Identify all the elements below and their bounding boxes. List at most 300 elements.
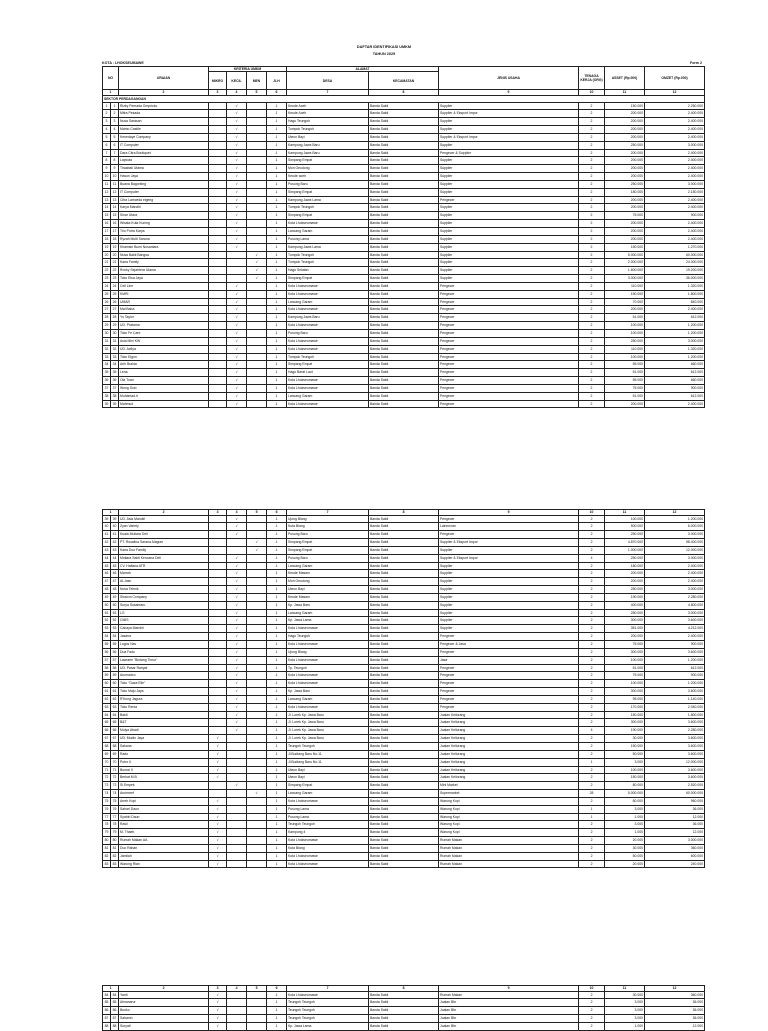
aset-cell: 30.000	[605, 735, 645, 743]
row-subno: 50	[111, 601, 119, 609]
mikro-cell	[209, 220, 227, 228]
table-row	[103, 821, 705, 829]
jlh-cell: 1	[267, 329, 287, 337]
kecamatan-cell: Banda Sakti	[369, 554, 439, 562]
kecil-cell	[227, 999, 247, 1007]
omzet-cell: 1.320.000	[645, 345, 705, 353]
men-cell	[247, 298, 267, 306]
desa-cell: Tumpok Teungoh	[287, 251, 369, 259]
jenis-usaha-cell: Jualan Keliorang	[439, 750, 579, 758]
omzet-cell: 12.000.000	[645, 758, 705, 766]
jenis-usaha-cell: Pengecer	[439, 672, 579, 680]
row-no: 88	[103, 1022, 111, 1030]
desa-cell: Simpang Empat	[287, 782, 369, 790]
uraian-cell: Arumreef	[119, 790, 209, 798]
kecamatan-cell: Banda Sakti	[369, 251, 439, 259]
tenaga-kerja-cell: 2	[579, 290, 605, 298]
row-no: 19	[103, 243, 111, 251]
aset-cell: 180.000	[605, 188, 645, 196]
mikro-cell	[209, 392, 227, 400]
aset-cell: 200.000	[605, 235, 645, 243]
omzet-cell: 3.000.000	[645, 609, 705, 617]
column-number: 6	[267, 986, 287, 992]
uraian-cell: UD. Pratama	[119, 322, 209, 330]
desa-cell: Kota Lhokseumawe	[287, 282, 369, 290]
men-cell	[247, 695, 267, 703]
kecil-cell	[227, 267, 247, 275]
row-subno: 7	[111, 149, 119, 157]
omzet-cell: 900.000	[645, 672, 705, 680]
jlh-cell: 1	[267, 290, 287, 298]
row-subno: 68	[111, 742, 119, 750]
row-no: 66	[103, 727, 111, 735]
aset-cell: 300.000	[605, 648, 645, 656]
aset-cell: 100.000	[605, 515, 645, 523]
kecamatan-cell: Banda Sakti	[369, 180, 439, 188]
jenis-usaha-cell: Pengecer	[439, 353, 579, 361]
kecil-cell	[227, 844, 247, 852]
omzet-cell: 2.400.000	[645, 578, 705, 586]
city-label: KOTA : LHOKSEUMAWE	[102, 61, 144, 65]
jenis-usaha-cell: Pengecer	[439, 196, 579, 204]
desa-cell: Kota Lhokseumawe	[287, 837, 369, 845]
row-no: 22	[103, 267, 111, 275]
row-no: 4	[103, 126, 111, 134]
row-subno: 39	[111, 515, 119, 523]
desa-cell: Tp. Teungoh	[287, 664, 369, 672]
omzet-cell: 3.000.000	[645, 141, 705, 149]
omzet-cell: 2.400.000	[645, 306, 705, 314]
table-row	[103, 1007, 705, 1015]
mikro-cell: √	[209, 837, 227, 845]
row-no: 68	[103, 742, 111, 750]
uraian-cell: Kuala Mutiara Dell	[119, 531, 209, 539]
kecamatan-cell: Banda Sakti	[369, 672, 439, 680]
mikro-cell	[209, 617, 227, 625]
row-no: 79	[103, 829, 111, 837]
table-row	[103, 290, 705, 298]
jlh-cell: 1	[267, 688, 287, 696]
mikro-cell	[209, 235, 227, 243]
tenaga-kerja-cell: 1	[579, 813, 605, 821]
kecil-cell	[227, 750, 247, 758]
omzet-cell: 3.600.000	[645, 766, 705, 774]
tenaga-kerja-cell: 2	[579, 1022, 605, 1030]
row-subno: 38	[111, 392, 119, 400]
men-cell	[247, 570, 267, 578]
row-subno: 78	[111, 821, 119, 829]
row-subno: 22	[111, 267, 119, 275]
mikro-cell	[209, 688, 227, 696]
mikro-cell: √	[209, 1015, 227, 1023]
men-cell	[247, 625, 267, 633]
table-row	[103, 813, 705, 821]
row-no: 84	[103, 991, 111, 999]
omzet-cell: 19.200.000	[645, 267, 705, 275]
jenis-usaha-cell: Supplier	[439, 102, 579, 110]
row-no: 24	[103, 282, 111, 290]
kecil-cell: √	[227, 220, 247, 228]
row-no: 87	[103, 1015, 111, 1023]
desa-cell: Uteun Bayi	[287, 586, 369, 594]
omzet-cell: 2.250.000	[645, 102, 705, 110]
men-cell	[247, 805, 267, 813]
sector-heading: SEKTOR PERDAGANGAN	[103, 95, 705, 102]
uraian-cell: Toko Renia	[119, 703, 209, 711]
tenaga-kerja-cell: 2	[579, 329, 605, 337]
mikro-cell	[209, 102, 227, 110]
table-row	[103, 531, 705, 539]
tenaga-kerja-cell: 2	[579, 601, 605, 609]
row-subno: 70	[111, 758, 119, 766]
table-row	[103, 844, 705, 852]
mikro-cell	[209, 228, 227, 236]
tenaga-kerja-cell: 2	[579, 322, 605, 330]
row-no: 44	[103, 554, 111, 562]
mikro-cell: √	[209, 813, 227, 821]
jlh-cell: 1	[267, 813, 287, 821]
row-subno: 85	[111, 999, 119, 1007]
row-no: 31	[103, 337, 111, 345]
tenaga-kerja-cell: 1	[579, 805, 605, 813]
kecil-cell	[227, 766, 247, 774]
tenaga-kerja-cell: 2	[579, 695, 605, 703]
jlh-cell: 1	[267, 392, 287, 400]
jlh-cell: 1	[267, 220, 287, 228]
uraian-cell: Ryzah Multi Sarana	[119, 235, 209, 243]
men-cell	[247, 562, 267, 570]
aset-cell: 1.600.000	[605, 267, 645, 275]
kecamatan-cell: Banda Sakti	[369, 1022, 439, 1030]
kecamatan-cell: Banda Sakti	[369, 999, 439, 1007]
desa-cell: Lancang Garam	[287, 695, 369, 703]
men-cell	[247, 228, 267, 236]
omzet-cell: 2.400.000	[645, 204, 705, 212]
aset-cell: 180.000	[605, 562, 645, 570]
omzet-cell: 1.200.000	[645, 322, 705, 330]
tenaga-kerja-cell: 2	[579, 337, 605, 345]
uraian-cell: Lena	[119, 369, 209, 377]
jlh-cell: 1	[267, 797, 287, 805]
jenis-usaha-cell: Pengecer	[439, 392, 579, 400]
row-no: 39	[103, 400, 111, 408]
tenaga-kerja-cell: 2	[579, 353, 605, 361]
kecil-cell: √	[227, 290, 247, 298]
row-subno: 81	[111, 844, 119, 852]
row-no: 70	[103, 758, 111, 766]
table-row	[103, 243, 705, 251]
jenis-usaha-cell: Supplier	[439, 578, 579, 586]
men-cell	[247, 782, 267, 790]
desa-cell: Kp. Jawa Lama	[287, 1022, 369, 1030]
kecamatan-cell: Banda Sakti	[369, 220, 439, 228]
uraian-cell: Sahanin	[119, 1015, 209, 1023]
kecamatan-cell: Banda Sakti	[369, 400, 439, 408]
aset-cell: 200.000	[605, 133, 645, 141]
men-cell	[247, 353, 267, 361]
aset-cell: 170.000	[605, 703, 645, 711]
jenis-usaha-cell: Supplier	[439, 251, 579, 259]
desa-cell: Keude Masam	[287, 570, 369, 578]
desa-cell: Pusong Lama	[287, 805, 369, 813]
desa-cell: Keude Aceh	[287, 102, 369, 110]
row-no: 14	[103, 204, 111, 212]
tenaga-kerja-cell: 2	[579, 361, 605, 369]
kecamatan-cell: Banda Sakti	[369, 609, 439, 617]
row-no: 81	[103, 844, 111, 852]
column-number: 7	[287, 90, 369, 96]
mikro-cell	[209, 126, 227, 134]
kecil-cell: √	[227, 570, 247, 578]
jlh-cell: 1	[267, 680, 287, 688]
jenis-usaha-cell: Jualan Bbr	[439, 1015, 579, 1023]
aset-cell: 3.000	[605, 1015, 645, 1023]
column-number: 7	[287, 986, 369, 992]
row-no: 86	[103, 1007, 111, 1015]
kecamatan-cell: Banda Sakti	[369, 703, 439, 711]
omzet-cell: 36.000	[645, 999, 705, 1007]
kecil-cell: √	[227, 523, 247, 531]
row-subno: 49	[111, 593, 119, 601]
uraian-cell: Marrah	[119, 570, 209, 578]
men-cell	[247, 758, 267, 766]
uraian-cell: Surya Sukamaru	[119, 601, 209, 609]
kecamatan-cell: Banda Sakti	[369, 235, 439, 243]
kecamatan-cell: Banda Sakti	[369, 570, 439, 578]
row-subno: 29	[111, 322, 119, 330]
men-cell	[247, 133, 267, 141]
omzet-cell: 1.200.000	[645, 680, 705, 688]
omzet-cell: 900.000	[645, 641, 705, 649]
row-subno: 27	[111, 306, 119, 314]
men-cell	[247, 719, 267, 727]
kecil-cell: √	[227, 377, 247, 385]
table-row	[103, 546, 705, 554]
men-cell	[247, 860, 267, 868]
mikro-cell	[209, 578, 227, 586]
men-cell	[247, 1015, 267, 1023]
kecil-cell: √	[227, 711, 247, 719]
kecamatan-cell: Banda Sakti	[369, 617, 439, 625]
table-row	[103, 180, 705, 188]
mikro-cell	[209, 141, 227, 149]
row-subno: 53	[111, 625, 119, 633]
aset-cell: 75.000	[605, 641, 645, 649]
omzet-cell: 3.000.000	[645, 837, 705, 845]
omzet-cell: 4.800.000	[645, 601, 705, 609]
aset-cell: 100.000	[605, 322, 645, 330]
tenaga-kerja-cell: 2	[579, 204, 605, 212]
jenis-usaha-cell: Supplier	[439, 546, 579, 554]
kecamatan-cell: Banda Sakti	[369, 369, 439, 377]
tenaga-kerja-cell: 2	[579, 782, 605, 790]
aset-cell: 4.870.000	[605, 539, 645, 547]
kecil-cell	[227, 797, 247, 805]
mikro-cell	[209, 118, 227, 126]
row-subno: 15	[111, 212, 119, 220]
desa-cell: Kp. Jawa Baru	[287, 688, 369, 696]
omzet-cell: 2.400.000	[645, 235, 705, 243]
aset-cell: 200.000	[605, 165, 645, 173]
desa-cell: Tumpok Teungoh	[287, 353, 369, 361]
row-no: 69	[103, 750, 111, 758]
row-subno: 14	[111, 204, 119, 212]
tenaga-kerja-cell: 2	[579, 829, 605, 837]
jlh-cell: 1	[267, 400, 287, 408]
column-number: 4	[227, 986, 247, 992]
row-subno: 16	[111, 220, 119, 228]
jlh-cell: 1	[267, 314, 287, 322]
jenis-usaha-cell: Pengecer	[439, 337, 579, 345]
row-no: 78	[103, 821, 111, 829]
table-3-body	[103, 991, 705, 1030]
jlh-cell: 1	[267, 633, 287, 641]
jenis-usaha-cell: Supplier	[439, 141, 579, 149]
row-subno: 84	[111, 991, 119, 999]
desa-cell: Lancang Garam	[287, 392, 369, 400]
table-row	[103, 1015, 705, 1023]
table-row	[103, 578, 705, 586]
row-no: 73	[103, 782, 111, 790]
jenis-usaha-cell: Warung Kopi	[439, 805, 579, 813]
column-number: 1	[103, 510, 119, 516]
uraian-cell: Arumadco	[119, 672, 209, 680]
mikro-cell	[209, 400, 227, 408]
jlh-cell: 1	[267, 758, 287, 766]
kecil-cell	[227, 742, 247, 750]
omzet-cell: 1.200.000	[645, 656, 705, 664]
jlh-cell: 1	[267, 369, 287, 377]
omzet-cell: 2.400.000	[645, 118, 705, 126]
kecamatan-cell: Banda Sakti	[369, 173, 439, 181]
row-subno: 55	[111, 641, 119, 649]
jenis-usaha-cell: Supplier	[439, 212, 579, 220]
kecil-cell: √	[227, 141, 247, 149]
header-omzet-label: OMZET	[661, 76, 674, 80]
mikro-cell: √	[209, 758, 227, 766]
mikro-cell	[209, 204, 227, 212]
kecamatan-cell: Banda Sakti	[369, 735, 439, 743]
aset-cell: 200.000	[605, 578, 645, 586]
desa-cell: Lancang Garam	[287, 790, 369, 798]
desa-cell: Simpang Empat	[287, 157, 369, 165]
uraian-cell: Sakana	[119, 742, 209, 750]
uraian-cell: Buana Bagonting	[119, 180, 209, 188]
table-row	[103, 688, 705, 696]
desa-cell: Uteun Bayi	[287, 133, 369, 141]
kecamatan-cell: Banda Sakti	[369, 758, 439, 766]
table-row	[103, 267, 705, 275]
kecamatan-cell: Banda Sakti	[369, 680, 439, 688]
desa-cell: Kp. Jawa Lama	[287, 617, 369, 625]
aset-cell: 80.000	[605, 797, 645, 805]
uraian-cell: Toko Elsa Jaya	[119, 275, 209, 283]
aset-cell: 3.000	[605, 821, 645, 829]
kecamatan-cell: Banda Sakti	[369, 329, 439, 337]
kecamatan-cell: Banda Sakti	[369, 345, 439, 353]
jenis-usaha-cell: Supplier	[439, 267, 579, 275]
omzet-cell: 600.000	[645, 852, 705, 860]
desa-cell: Hagu Teungoh	[287, 118, 369, 126]
kecamatan-cell: Banda Sakti	[369, 813, 439, 821]
tenaga-kerja-cell: 2	[579, 377, 605, 385]
men-cell	[247, 212, 267, 220]
jenis-usaha-cell: Pengecer	[439, 664, 579, 672]
kecil-cell: √	[227, 157, 247, 165]
tenaga-kerja-cell: 2	[579, 392, 605, 400]
uraian-cell: Toko Maju Jaya	[119, 688, 209, 696]
kecamatan-cell: Banda Sakti	[369, 742, 439, 750]
table-row	[103, 774, 705, 782]
jlh-cell: 1	[267, 102, 287, 110]
desa-cell: Kuta Blang	[287, 844, 369, 852]
kecamatan-cell: Banda Sakti	[369, 797, 439, 805]
kecamatan-cell: Banda Sakti	[369, 546, 439, 554]
mikro-cell	[209, 165, 227, 173]
aset-cell: 351.000	[605, 625, 645, 633]
row-subno: 18	[111, 235, 119, 243]
mikro-cell	[209, 243, 227, 251]
omzet-cell: 612.000	[645, 314, 705, 322]
jlh-cell: 1	[267, 235, 287, 243]
aset-cell: 70.000	[605, 298, 645, 306]
uraian-cell: Rado	[119, 750, 209, 758]
mikro-cell: √	[209, 750, 227, 758]
tenaga-kerja-cell: 2	[579, 539, 605, 547]
row-no: 39	[103, 515, 111, 523]
tenaga-kerja-cell: 2	[579, 259, 605, 267]
men-cell	[247, 821, 267, 829]
men-cell	[247, 688, 267, 696]
men-cell	[247, 703, 267, 711]
kecamatan-cell: Banda Sakti	[369, 306, 439, 314]
mikro-cell	[209, 790, 227, 798]
aset-cell: 100.000	[605, 680, 645, 688]
jlh-cell: 1	[267, 860, 287, 868]
jlh-cell: 1	[267, 1007, 287, 1015]
row-no: 33	[103, 353, 111, 361]
kecil-cell: √	[227, 648, 247, 656]
uraian-cell: Bakti	[119, 711, 209, 719]
kecamatan-cell: Banda Sakti	[369, 361, 439, 369]
kecamatan-cell: Banda Sakti	[369, 165, 439, 173]
aset-cell: 50.000	[605, 750, 645, 758]
jlh-cell: 1	[267, 656, 287, 664]
row-no: 45	[103, 562, 111, 570]
aset-cell: 190.000	[605, 593, 645, 601]
kecil-cell: √	[227, 641, 247, 649]
jlh-cell: 1	[267, 353, 287, 361]
jenis-usaha-cell: Pengecer	[439, 314, 579, 322]
kecil-cell: √	[227, 243, 247, 251]
row-subno: 48	[111, 586, 119, 594]
tenaga-kerja-cell: 2	[579, 1007, 605, 1015]
jenis-usaha-cell: Supplier	[439, 188, 579, 196]
table-row	[103, 329, 705, 337]
kecamatan-cell: Banda Sakti	[369, 1007, 439, 1015]
omzet-cell: 660.000	[645, 361, 705, 369]
kecamatan-cell: Banda Sakti	[369, 805, 439, 813]
table-row	[103, 797, 705, 805]
row-subno: 8	[111, 157, 119, 165]
kecamatan-cell: Banda Sakti	[369, 188, 439, 196]
jenis-usaha-cell: Supplier & Eksport Impor	[439, 539, 579, 547]
kecil-cell: √	[227, 110, 247, 118]
table-row	[103, 228, 705, 236]
men-cell	[247, 648, 267, 656]
row-no: 10	[103, 173, 111, 181]
desa-cell: Teungoh Teungoh	[287, 1007, 369, 1015]
